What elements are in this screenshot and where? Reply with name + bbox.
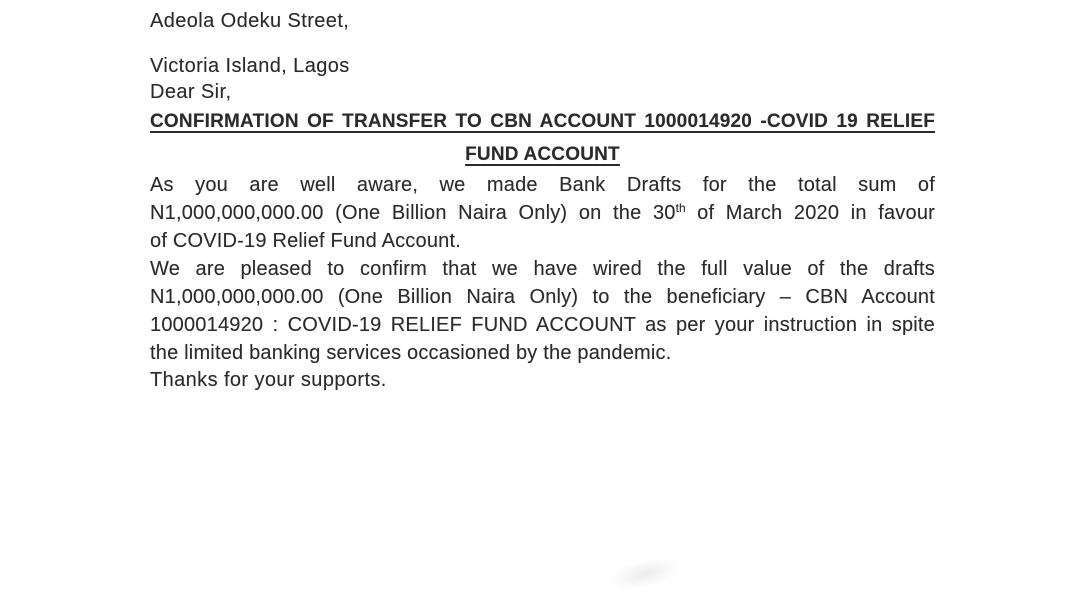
- paragraph-2-line-3: 1000014920 : COVID-19 RELIEF FUND ACCOUNT as per your instruction in spite: [150, 314, 935, 336]
- subject-line-1: CONFIRMATION OF TRANSFER TO CBN ACCOUNT 1000014920 -COVID 19 RELIEF: [150, 111, 935, 132]
- salutation: Dear Sir,: [150, 81, 232, 103]
- address-line-2: Victoria Island, Lagos: [150, 55, 350, 77]
- paragraph-1-line-2-continuation: of March 2020 in favour: [685, 202, 935, 224]
- paragraph-1: [150, 171, 935, 255]
- address-line-1: Adeola Odeku Street,: [150, 10, 350, 32]
- paragraph-2-line-1: We are pleased to confirm that we have wired the full value of the drafts: [150, 258, 935, 280]
- paragraph-2-line-2: N1,000,000,000.00 (One Billion Naira Only) to the beneficiary – CBN Account: [150, 286, 935, 308]
- paragraph-2-line-4: the limited banking services occasioned by the pandemic.: [150, 342, 672, 364]
- paragraph-1-line-1: As you are well aware, we made Bank Drafts for the total sum of: [150, 174, 935, 196]
- paragraph-1-line-3: of COVID-19 Relief Fund Account.: [150, 230, 461, 252]
- subject-line-2: FUND ACCOUNT: [465, 144, 620, 165]
- sender-address: [150, 8, 935, 79]
- scan-smudge: [606, 551, 685, 596]
- paragraph-1-line-2-text: N1,000,000,000.00 (One Billion Naira Only) on the 30: [150, 202, 676, 224]
- subject-heading: [150, 105, 935, 171]
- paragraph-1-line-2: [150, 199, 935, 227]
- ordinal-superscript: th: [675, 201, 686, 215]
- closing-line: Thanks for your supports.: [150, 369, 387, 391]
- paragraph-2: [150, 255, 935, 367]
